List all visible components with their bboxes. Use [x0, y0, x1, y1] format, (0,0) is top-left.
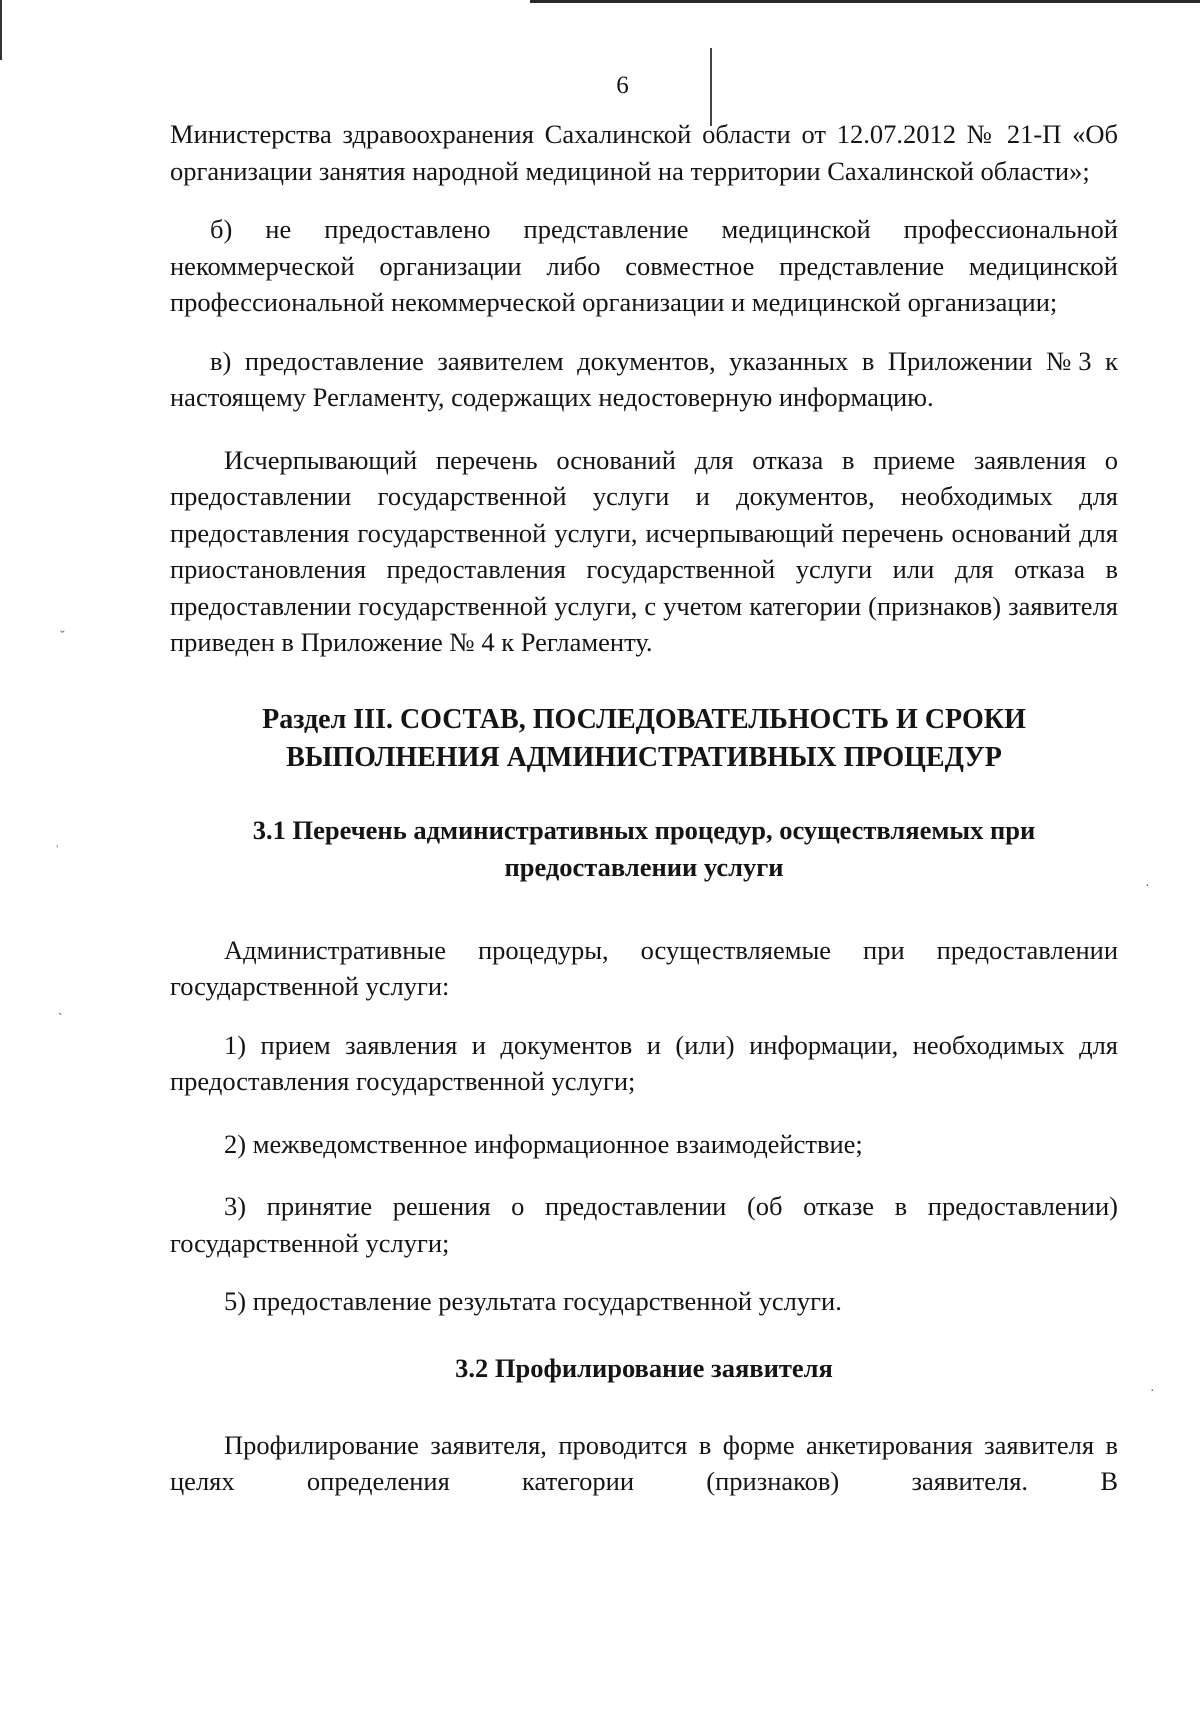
- paragraph: Министерства здравоохранения Сахалинской области от 12.07.2012 № 21-П «Об организации занятия народной медициной на территории Сахалинской области»;: [170, 119, 1118, 186]
- subsection-heading-line: предоставлении услуги: [504, 851, 784, 882]
- page-number: 6: [616, 72, 629, 99]
- section-heading: [170, 701, 1118, 777]
- subsection-heading-line: 3.1 Перечень административных процедур, осуществляемых при: [252, 814, 1036, 845]
- document-body: [170, 116, 1118, 1500]
- list-item: 1) прием заявления и документов и (или) информации, необходимых для предоставления государственной услуги;: [170, 1029, 1118, 1096]
- subsection-heading: 3.2 Профилирование заявителя: [455, 1352, 833, 1383]
- scan-speck: ·: [1150, 1384, 1155, 1399]
- paragraph: Административные процедуры, осуществляемые при предоставлении государственной услуги:: [170, 934, 1118, 1001]
- scan-edge-line: [530, 0, 1200, 3]
- list-item: 2) межведомственное информационное взаимодействие;: [224, 1128, 863, 1159]
- scan-speck: ˎ: [58, 1001, 63, 1016]
- list-item: 5) предоставление результата государственной услуги.: [224, 1286, 842, 1316]
- paragraph-item-v: в) предоставление заявителем документов, указанных в Приложении №3 к настоящему Регламенту, содержащих недостоверную информацию.: [170, 345, 1118, 412]
- subsection-heading: [170, 812, 1118, 886]
- paragraph-item-b: б) не предоставлено представление медицинской профессиональной некоммерческой организации либо совместное представление медицинской профессиональной некоммерческой организации и медицинской организации;: [170, 214, 1118, 317]
- paragraph: Исчерпывающий перечень оснований для отказа в приеме заявления о предоставлении государственной услуги и документов, необходимых для предоставления государственной услуги, исчерпывающий перечень оснований для приостановления предоставления государственной услуги или для отказа в предоставлении государственной услуги, с учетом категории (признаков) заявителя приведен в Приложение № 4 к Регламенту.: [170, 444, 1118, 657]
- paragraph: Профилирование заявителя, проводится в форме анкетирования заявителя в целях определения категории (признаков) заявителя. В: [170, 1429, 1118, 1496]
- scan-speck: ʿ: [55, 844, 60, 859]
- section-heading-line: Раздел III. СОСТАВ, ПОСЛЕДОВАТЕЛЬНОСТЬ И СРОКИ: [262, 703, 1026, 735]
- scan-speck: ˇ: [60, 629, 65, 644]
- scan-speck: ·: [1145, 879, 1150, 894]
- list-item: 3) принятие решения о предоставлении (об отказе в предоставлении) государственной услуги;: [170, 1191, 1118, 1258]
- scan-edge-line: [0, 0, 2, 60]
- section-heading-line: ВЫПОЛНЕНИЯ АДМИНИСТРАТИВНЫХ ПРОЦЕДУР: [286, 741, 1002, 773]
